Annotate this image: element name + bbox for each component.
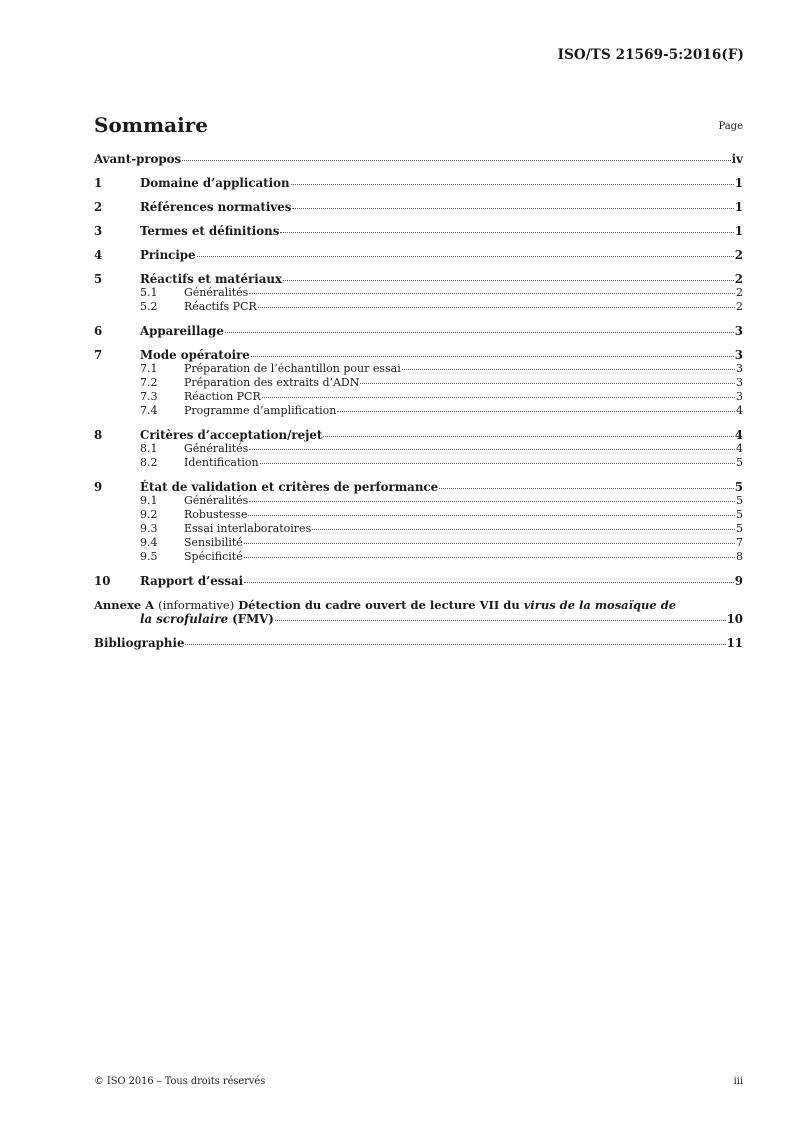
toc-number: 9.1 xyxy=(140,494,158,507)
leader-dots xyxy=(312,529,735,530)
toc-page: 4 xyxy=(736,404,743,417)
toc-entry-5[interactable] xyxy=(94,272,743,286)
toc-page: 3 xyxy=(736,376,743,389)
toc-entry-8-1[interactable] xyxy=(94,442,743,456)
toc-number: 4 xyxy=(94,248,103,262)
annex-type: (informative) xyxy=(158,598,235,612)
toc-label: Programme d’amplification xyxy=(184,404,337,417)
leader-dots xyxy=(185,644,725,645)
toc-page: 7 xyxy=(736,536,743,549)
toc-page: 2 xyxy=(736,300,743,313)
toc-number: 9.2 xyxy=(140,508,158,521)
toc-page: 2 xyxy=(734,248,743,262)
toc-entry-6[interactable] xyxy=(94,324,743,338)
toc-entry-7-1[interactable] xyxy=(94,362,743,376)
toc-page: 8 xyxy=(736,550,743,563)
toc-number: 9.5 xyxy=(140,550,158,563)
toc-entry-7-3[interactable] xyxy=(94,390,743,404)
toc-entry-7-2[interactable] xyxy=(94,376,743,390)
leader-dots xyxy=(244,543,735,544)
toc-entry-4[interactable] xyxy=(94,248,743,262)
toc-page: iv xyxy=(731,152,743,166)
toc-label: Robustesse xyxy=(184,508,248,521)
toc-entry-8-2[interactable] xyxy=(94,456,743,470)
toc-number: 2 xyxy=(94,200,103,214)
toc-page: 3 xyxy=(734,348,743,362)
toc-number: 7.3 xyxy=(140,390,158,403)
page-number: iii xyxy=(733,1076,743,1087)
toc-label: Généralités xyxy=(184,286,249,299)
leader-dots xyxy=(244,557,735,558)
toc-label: Généralités xyxy=(184,442,249,455)
toc-number: 7.1 xyxy=(140,362,158,375)
toc-label: Sensibilité xyxy=(184,536,243,549)
leader-dots xyxy=(251,356,734,357)
toc-page: 1 xyxy=(734,200,743,214)
toc-label: Préparation de l’échantillon pour essai xyxy=(184,362,401,375)
leader-dots xyxy=(280,232,733,233)
annex-title-part2: (FMV) xyxy=(232,612,274,626)
toc-label: État de validation et critères de performance xyxy=(140,480,439,494)
toc-page: 1 xyxy=(734,224,743,238)
toc-label: Domaine d’application xyxy=(140,176,290,190)
toc-label: Bibliographie xyxy=(94,636,185,650)
annex-title-italic1: virus de la mosaïque de xyxy=(523,598,677,612)
toc-entry-9[interactable] xyxy=(94,480,743,494)
leader-dots xyxy=(262,397,735,398)
leader-dots xyxy=(283,280,734,281)
leader-dots xyxy=(439,488,734,489)
toc-entry-7-4[interactable] xyxy=(94,404,743,418)
toc-number: 6 xyxy=(94,324,103,338)
toc-number: 9.3 xyxy=(140,522,158,535)
toc-label: Réactifs et matériaux xyxy=(140,272,282,286)
toc-entry-10[interactable] xyxy=(94,574,743,588)
document-id: ISO/TS 21569-5:2016(F) xyxy=(557,47,744,63)
toc-entry-8[interactable] xyxy=(94,428,743,442)
annex-prefix: Annexe A xyxy=(94,598,155,612)
toc-label: Spécificité xyxy=(184,550,243,563)
toc-number: 8 xyxy=(94,428,103,442)
leader-dots xyxy=(360,383,735,384)
toc-entry-3[interactable] xyxy=(94,224,743,238)
toc-label: Rapport d’essai xyxy=(140,574,244,588)
toc-label: Mode opératoire xyxy=(140,348,250,362)
toc-page: 1 xyxy=(734,176,743,190)
toc-number: 8.2 xyxy=(140,456,158,469)
leader-dots xyxy=(249,449,735,450)
toc-label: Avant-propos xyxy=(94,152,182,166)
leader-dots xyxy=(402,369,735,370)
toc-page: 2 xyxy=(736,286,743,299)
toc-label: Critères d’acceptation/rejet xyxy=(140,428,323,442)
toc-page: 4 xyxy=(734,428,743,442)
toc-page: 2 xyxy=(734,272,743,286)
toc-page: 4 xyxy=(736,442,743,455)
toc-label: Réaction PCR xyxy=(184,390,261,403)
toc-label: Réactifs PCR xyxy=(184,300,257,313)
toc-entry-9-2[interactable] xyxy=(94,508,743,522)
toc-number: 7.2 xyxy=(140,376,158,389)
copyright-notice: © ISO 2016 – Tous droits réservés xyxy=(94,1076,266,1087)
toc-page: 11 xyxy=(726,636,743,650)
toc-label: Références normatives xyxy=(140,200,292,214)
toc-page: 10 xyxy=(726,612,743,626)
toc-entry-annex-a[interactable] xyxy=(94,598,743,626)
toc-page: 5 xyxy=(736,494,743,507)
toc-page: 3 xyxy=(736,390,743,403)
leader-dots xyxy=(323,436,733,437)
toc-entry-7[interactable] xyxy=(94,348,743,362)
leader-dots xyxy=(182,160,730,161)
toc-label: Essai interlaboratoires xyxy=(184,522,312,535)
toc-number: 8.1 xyxy=(140,442,158,455)
toc-page: 9 xyxy=(734,574,743,588)
toc-label: Principe xyxy=(140,248,196,262)
toc-entry-9-3[interactable] xyxy=(94,522,743,536)
leader-dots xyxy=(225,332,734,333)
leader-dots xyxy=(275,620,726,621)
leader-dots xyxy=(292,208,733,209)
toc-label: Appareillage xyxy=(140,324,224,338)
toc-label: Termes et définitions xyxy=(140,224,280,238)
toc-page: 5 xyxy=(734,480,743,494)
toc-page: 3 xyxy=(736,362,743,375)
toc-entry-bibliography[interactable] xyxy=(94,636,743,650)
toc-entry-foreword[interactable] xyxy=(94,152,743,166)
toc-entry-5-2[interactable] xyxy=(94,300,743,314)
toc-page: 5 xyxy=(736,522,743,535)
toc-page: 5 xyxy=(736,508,743,521)
toc-number: 3 xyxy=(94,224,103,238)
toc-page: 3 xyxy=(734,324,743,338)
page-column-label: Page xyxy=(718,121,743,132)
toc-number: 10 xyxy=(94,574,111,588)
toc-entry-9-4[interactable] xyxy=(94,536,743,550)
leader-dots xyxy=(244,582,734,583)
leader-dots xyxy=(197,256,734,257)
toc-number: 5 xyxy=(94,272,103,286)
toc-number: 7 xyxy=(94,348,103,362)
toc-entry-2[interactable] xyxy=(94,200,743,214)
toc-number: 1 xyxy=(94,176,103,190)
annex-title-part1: Détection du cadre ouvert de lecture VII du xyxy=(238,598,520,612)
toc-entry-1[interactable] xyxy=(94,176,743,190)
page-title: Sommaire xyxy=(94,113,208,137)
toc-number: 7.4 xyxy=(140,404,158,417)
toc-number: 5.2 xyxy=(140,300,158,313)
toc-label: Généralités xyxy=(184,494,249,507)
leader-dots xyxy=(249,293,735,294)
toc-entry-5-1[interactable] xyxy=(94,286,743,300)
toc-number: 9.4 xyxy=(140,536,158,549)
leader-dots xyxy=(260,463,735,464)
leader-dots xyxy=(258,307,735,308)
leader-dots xyxy=(337,411,735,412)
annex-title-italic2: la scrofulaire xyxy=(140,612,229,626)
leader-dots xyxy=(248,515,735,516)
toc-number: 5.1 xyxy=(140,286,158,299)
toc-entry-9-5[interactable] xyxy=(94,550,743,564)
leader-dots xyxy=(249,501,735,502)
toc-label: Préparation des extraits d’ADN xyxy=(184,376,360,389)
toc-label: Identification xyxy=(184,456,259,469)
leader-dots xyxy=(291,184,734,185)
toc-page: 5 xyxy=(736,456,743,469)
toc-entry-9-1[interactable] xyxy=(94,494,743,508)
table-of-contents xyxy=(94,152,743,650)
toc-number: 9 xyxy=(94,480,103,494)
